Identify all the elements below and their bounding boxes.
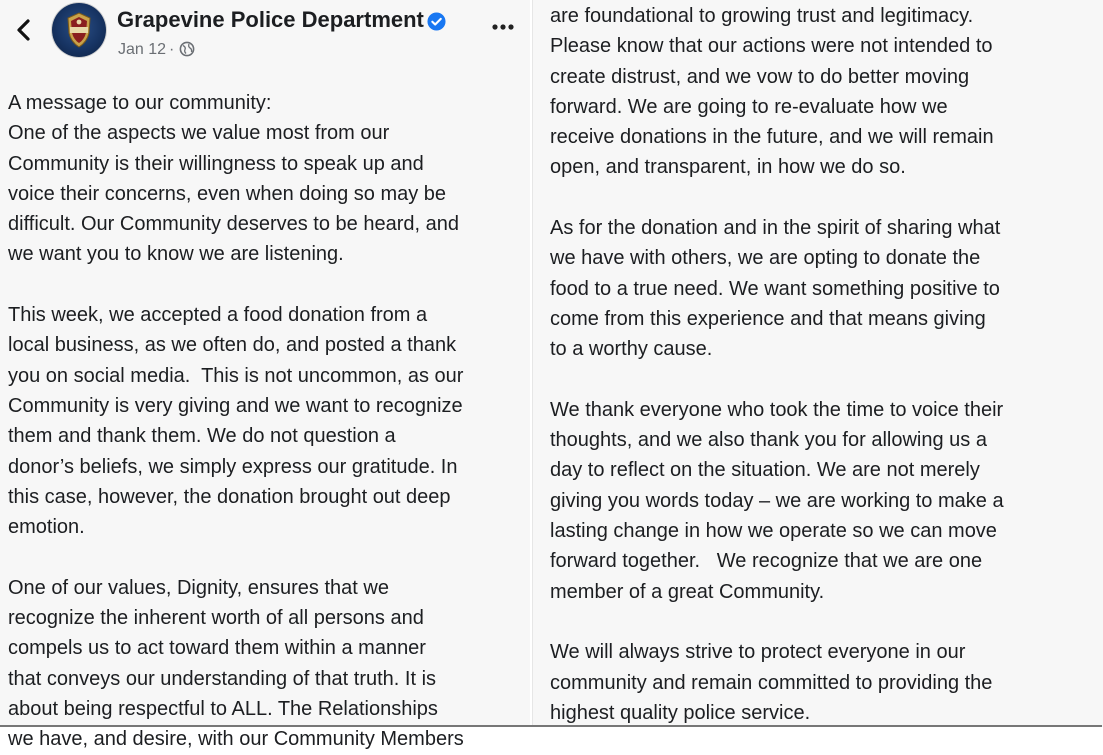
text-line: Community is their willingness to speak up and [8, 152, 424, 175]
text-line: Please know that our actions were not intended to [550, 35, 993, 58]
bottom-divider [0, 725, 1102, 727]
text-line: you on social media. This is not uncommon, as our [8, 364, 464, 387]
paragraph-gap [550, 365, 1100, 395]
text-line: receive donations in the future, and we will remain [550, 126, 994, 149]
text-line: thoughts, and we also thank you for allowing us a [550, 429, 987, 452]
post-paragraph [550, 637, 1100, 728]
globe-icon [179, 41, 195, 57]
post-left-column [0, 0, 530, 751]
more-options-icon[interactable] [490, 16, 516, 38]
text-line: community and remain committed to providing the [550, 671, 993, 694]
post-paragraph [550, 213, 1100, 364]
paragraph-gap [8, 270, 528, 300]
text-line: open, and transparent, in how we do so. [550, 156, 906, 179]
paragraph-gap [550, 183, 1100, 213]
post-text-left [8, 88, 528, 755]
text-line: We will always strive to protect everyone in our [550, 641, 966, 664]
text-line: this case, however, the donation brought out deep [8, 485, 451, 508]
post-paragraph [8, 300, 528, 542]
text-line: Community is very giving and we want to recognize [8, 394, 463, 417]
text-line: we have, and desire, with our Community Members [8, 728, 464, 751]
text-line: food to a true need. We want something positive to [550, 277, 1000, 300]
text-line: local business, as we often do, and posted a thank [8, 334, 457, 357]
text-line: This week, we accepted a food donation from a [8, 304, 428, 327]
post-header [0, 0, 530, 72]
text-line: As for the donation and in the spirit of sharing what [550, 217, 1001, 240]
post-paragraph [8, 573, 528, 755]
text-line: to a worthy cause. [550, 338, 713, 361]
text-line: We thank everyone who took the time to voice their [550, 398, 1004, 421]
post-paragraph [8, 88, 528, 270]
text-line: are foundational to growing trust and legitimacy. [550, 5, 974, 27]
text-line: donor’s beliefs, we simply express our gratitude. In [8, 455, 458, 478]
text-line: One of the aspects we value most from our [8, 122, 390, 145]
text-line: we have with others, we are opting to donate the [550, 247, 981, 270]
text-line: difficult. Our Community deserves to be heard, and [8, 213, 459, 236]
avatar[interactable] [52, 3, 106, 57]
text-line: highest quality police service. [550, 701, 811, 724]
post-date[interactable]: Jan 12 [118, 41, 167, 58]
text-line: voice their concerns, even when doing so may be [8, 182, 447, 205]
post-right-column [532, 0, 1103, 727]
text-line: compels us to act toward them within a manner [8, 637, 426, 660]
text-line: giving you words today – we are working to make a [550, 489, 1004, 512]
text-line: come from this experience and that means giving [550, 307, 986, 330]
text-line: emotion. [8, 516, 85, 539]
text-line: forward together. We recognize that we are one [550, 550, 983, 573]
post-paragraph [550, 1, 1100, 183]
post-paragraph [550, 395, 1100, 607]
text-line: recognize the inherent worth of all persons and [8, 607, 424, 630]
text-line: them and thank them. We do not question a [8, 425, 396, 448]
text-line: forward. We are going to re-evaluate how we [550, 95, 948, 118]
text-line: that conveys our understanding of that truth. It is [8, 667, 437, 690]
paragraph-gap [8, 542, 528, 572]
text-line: create distrust, and we vow to do better moving [550, 65, 970, 88]
text-line: day to reflect on the situation. We are not merely [550, 459, 980, 482]
meta-separator: · [169, 41, 175, 58]
post-meta [118, 41, 195, 59]
back-chevron-icon[interactable] [10, 16, 38, 44]
police-badge-logo [52, 3, 106, 57]
page-name[interactable]: Grapevine Police Department [117, 7, 424, 32]
text-line: member of a great Community. [550, 580, 825, 603]
text-line: about being respectful to ALL. The Relationships [8, 697, 438, 720]
verified-badge-icon [427, 12, 446, 31]
text-line: we want you to know we are listening. [8, 243, 344, 266]
text-line: A message to our community: [8, 92, 272, 114]
paragraph-gap [550, 607, 1100, 637]
post-text-right [550, 1, 1100, 728]
text-line: lasting change in how we operate so we can move [550, 520, 997, 543]
text-line: One of our values, Dignity, ensures that we [8, 576, 389, 599]
